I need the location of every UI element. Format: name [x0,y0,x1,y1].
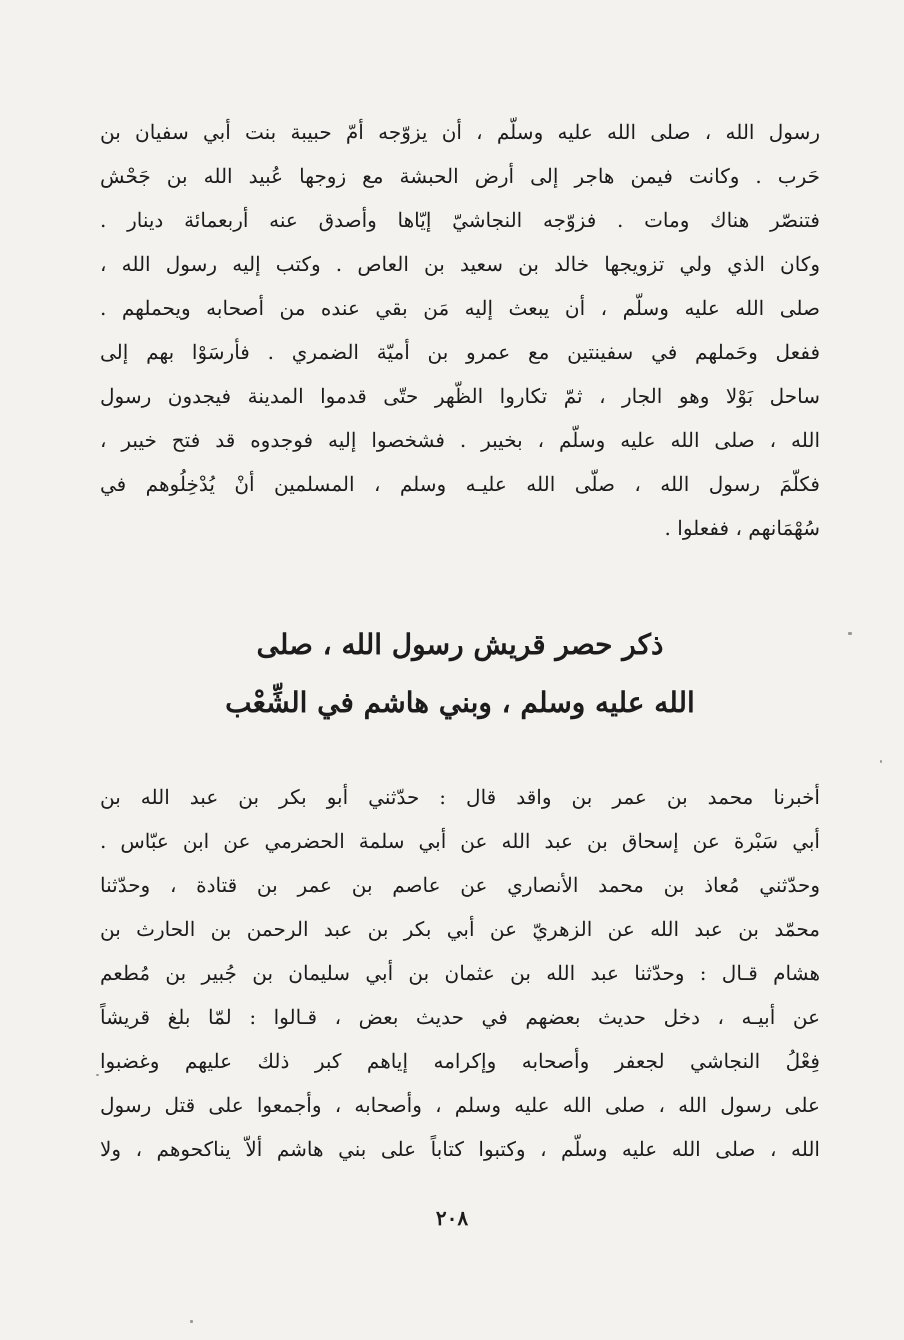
text-line: فتنصّر هناك ومات . فزوّجه النجاشيّ إيّاها وأصدق عنه أربعمائة دينار . [100,208,820,232]
text-line: على رسول الله ، صلى الله عليه وسلم ، وأصحابه ، وأجمعوا على قتل رسول [100,1093,820,1117]
text-line: حَرب . وكانت فيمن هاجر إلى أرض الحبشة مع زوجها عُبيد الله بن جَحْش [100,164,820,188]
section-heading-line-1: ذكر حصر قريش رسول الله ، صلى [256,628,664,661]
text-line: سُهْمَانهم ، ففعلوا . [664,516,820,540]
text-line: عن أبيـه ، دخل حديث بعضهم في حديث بعض ، قـالوا : لمّا بلغ قريشاً [100,1005,820,1029]
scan-speck [190,1320,193,1323]
scan-speck [880,760,882,763]
text-line: صلى الله عليه وسلّم ، أن يبعث إليه مَن بقي عنده من أصحابه ويحملهم . [100,296,820,320]
text-line: أخبرنا محمد بن عمر بن واقد قال : حدّثني أبو بكر بن عبد الله بن [100,785,820,809]
text-line: فكلّمَ رسول الله ، صلّى الله عليـه وسلم ، المسلمين أنْ يُدْخِلُوهم في [100,472,820,496]
page-number: ٢٠٨ [435,1206,469,1230]
text-line: فِعْلُ النجاشي لجعفر وأصحابه وإكرامه إياهم كبر ذلك عليهم وغضبوا [100,1049,820,1073]
text-line: وحدّثني مُعاذ بن محمد الأنصاري عن عاصم بن عمر بن قتادة ، وحدّثنا [100,873,820,897]
paragraph-top [100,110,820,550]
text-line: محمّد بن عبد الله عن الزهريّ عن أبي بكر بن عبد الرحمن بن الحارث بن [100,917,820,941]
text-line: الله ، صلى الله عليه وسلّم ، بخيبر . فشخصوا إليه فوجدوه قد فتح خيبر ، [100,428,820,452]
text-line: أبي سَبْرة عن إسحاق بن عبد الله عن أبي سلمة الحضرمي عن ابن عبّاس . [100,829,820,853]
text-line: رسول الله ، صلى الله عليه وسلّم ، أن يزوّجه أمّ حبيبة بنت أبي سفيان بن [100,120,820,144]
text-line: ساحل بَوْلا وهو الجار ، ثمّ تكاروا الظّهر حتّى قدموا المدينة فيجدون رسول [100,384,820,408]
scan-speck [848,632,852,635]
text-line: الله ، صلى الله عليه وسلّم ، وكتبوا كتاباً على بني هاشم ألاّ يناكحوهم ، ولا [100,1137,820,1161]
scan-speck [96,1074,99,1076]
paragraph-bottom [100,775,820,1171]
text-line: وكان الذي ولي تزويجها خالد بن سعيد بن العاص . وكتب إليه رسول الله ، [100,252,820,276]
section-heading-line-2: الله عليه وسلم ، وبني هاشم في الشِّعْب [225,686,695,719]
text-line: ففعل وحَملهم في سفينتين مع عمرو بن أميّة الضمري . فأرسَوْا بهم إلى [100,340,820,364]
text-line: هشام قـال : وحدّثنا عبد الله بن عثمان بن أبي سليمان بن جُبير بن مُطعم [100,961,820,985]
